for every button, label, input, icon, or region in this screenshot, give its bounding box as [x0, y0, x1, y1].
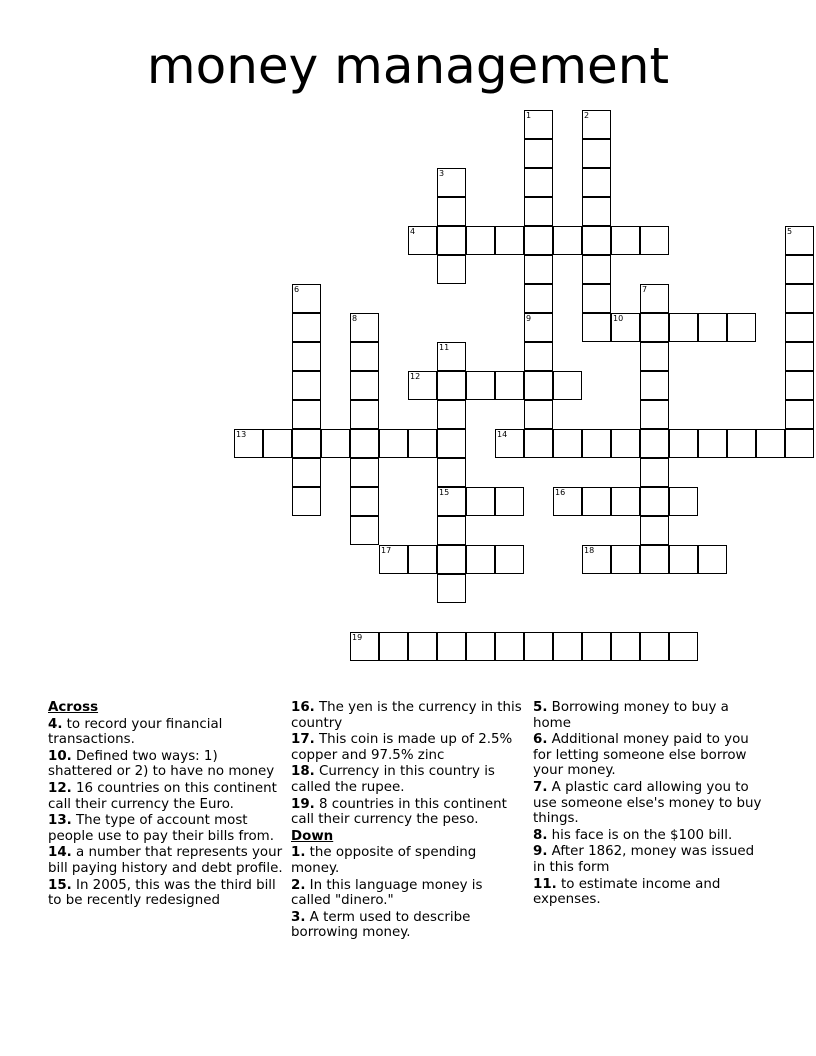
grid-cell[interactable]: [582, 168, 611, 197]
grid-cell[interactable]: [640, 226, 669, 255]
grid-cell[interactable]: [611, 313, 640, 342]
clue-number: 19.: [291, 796, 315, 812]
across-clue: [291, 700, 526, 731]
grid-cell[interactable]: [582, 284, 611, 313]
grid-cell[interactable]: [437, 342, 466, 371]
clue-number: 5.: [533, 700, 548, 715]
clue-number: 4.: [48, 716, 63, 732]
grid-cell[interactable]: [437, 400, 466, 429]
clue-number: 15.: [48, 877, 72, 893]
grid-cell[interactable]: [582, 313, 611, 342]
grid-cell[interactable]: [785, 342, 814, 371]
across-clue: [48, 878, 283, 909]
clue-text: to estimate income and expenses.: [533, 876, 721, 908]
grid-cell[interactable]: [495, 371, 524, 400]
grid-cell[interactable]: [350, 458, 379, 487]
clue-text: a number that represents your bill paying history and debt profile.: [48, 845, 283, 876]
grid-cell[interactable]: [698, 429, 727, 458]
grid-cell[interactable]: [727, 313, 756, 342]
grid-cell[interactable]: [756, 429, 785, 458]
across-clue: [291, 732, 526, 763]
down-header: Down: [291, 828, 334, 844]
across-clue: [291, 797, 526, 828]
clue-number: 19: [352, 633, 363, 642]
grid-cell[interactable]: [524, 168, 553, 197]
grid-cell[interactable]: [437, 545, 466, 574]
clue-number: 3: [439, 169, 445, 178]
across-header: Across: [48, 700, 99, 715]
down-clue: [291, 878, 526, 909]
page-title: money management: [146, 37, 670, 95]
grid-cell[interactable]: [350, 342, 379, 371]
clue-number: 5: [787, 227, 793, 236]
clue-number: 6.: [533, 732, 548, 748]
clue-number: 17.: [291, 732, 315, 748]
grid-cell[interactable]: [582, 110, 611, 139]
clue-number: 11.: [533, 876, 557, 892]
grid-cell[interactable]: [611, 487, 640, 516]
grid-cell[interactable]: [437, 371, 466, 400]
clue-number: 18.: [291, 764, 315, 780]
grid-cell[interactable]: [524, 342, 553, 371]
grid-cell[interactable]: [437, 458, 466, 487]
clue-number: 1: [526, 111, 532, 120]
grid-cell[interactable]: [611, 429, 640, 458]
grid-cell[interactable]: [350, 371, 379, 400]
clue-text: Defined two ways: 1) shattered or 2) to have no money: [48, 748, 275, 780]
grid-cell[interactable]: [582, 255, 611, 284]
grid-cell[interactable]: [379, 545, 408, 574]
grid-cell[interactable]: [582, 226, 611, 255]
grid-cell[interactable]: [524, 110, 553, 139]
clue-number: 6: [294, 285, 300, 294]
clue-number: 13: [236, 430, 247, 439]
grid-cell[interactable]: [524, 139, 553, 168]
grid-cell[interactable]: [524, 226, 553, 255]
clue-column-2: [291, 700, 526, 942]
clue-number: 10: [613, 314, 624, 323]
grid-cell[interactable]: [611, 226, 640, 255]
grid-cell[interactable]: [553, 487, 582, 516]
clue-text: The type of account most people use to pay their bills from.: [48, 813, 274, 844]
grid-cell[interactable]: [495, 545, 524, 574]
grid-cell[interactable]: [292, 458, 321, 487]
clue-number: 17: [381, 546, 392, 555]
clue-text: the opposite of spending money.: [291, 845, 477, 876]
clue-number: 8.: [533, 827, 548, 843]
grid-cell[interactable]: [524, 371, 553, 400]
clue-number: 10.: [48, 748, 72, 764]
grid-cell[interactable]: [466, 371, 495, 400]
clue-text: This coin is made up of 2.5% copper and 97.5% zinc: [291, 732, 513, 763]
grid-cell[interactable]: [292, 371, 321, 400]
grid-cell[interactable]: [350, 516, 379, 545]
clue-number: 11: [439, 343, 450, 352]
grid-cell[interactable]: [785, 226, 814, 255]
grid-cell[interactable]: [437, 168, 466, 197]
grid-cell[interactable]: [582, 139, 611, 168]
grid-cell[interactable]: [466, 487, 495, 516]
grid-cell[interactable]: [640, 313, 669, 342]
grid-cell[interactable]: [640, 487, 669, 516]
across-clue: [291, 764, 526, 795]
grid-cell[interactable]: [292, 400, 321, 429]
grid-cell[interactable]: [640, 429, 669, 458]
grid-cell[interactable]: [437, 632, 466, 661]
grid-cell[interactable]: [785, 400, 814, 429]
down-clue: [533, 828, 763, 844]
grid-cell[interactable]: [408, 371, 437, 400]
clue-number: 14: [497, 430, 508, 439]
across-clue: [48, 813, 283, 844]
grid-cell[interactable]: [437, 197, 466, 226]
clue-text: In 2005, this was the third bill to be recently redesigned: [48, 877, 276, 909]
clue-text: Borrowing money to buy a home: [533, 700, 729, 731]
clue-text: Additional money paid to you for letting someone else borrow your money.: [533, 732, 749, 779]
grid-cell[interactable]: [408, 226, 437, 255]
grid-cell[interactable]: [437, 574, 466, 603]
grid-cell[interactable]: [408, 632, 437, 661]
clue-column-1: [48, 700, 283, 910]
grid-cell[interactable]: [785, 284, 814, 313]
grid-cell[interactable]: [350, 632, 379, 661]
grid-cell[interactable]: [466, 545, 495, 574]
clue-number: 12.: [48, 780, 72, 796]
grid-cell[interactable]: [640, 400, 669, 429]
grid-cell[interactable]: [292, 487, 321, 516]
grid-cell[interactable]: [640, 284, 669, 313]
across-clue: [48, 717, 283, 748]
grid-cell[interactable]: [379, 429, 408, 458]
grid-cell[interactable]: [785, 313, 814, 342]
grid-cell[interactable]: [379, 632, 408, 661]
grid-cell[interactable]: [669, 632, 698, 661]
across-clue: [48, 845, 283, 876]
grid-cell[interactable]: [495, 487, 524, 516]
clue-text: After 1862, money was issued in this form: [533, 844, 755, 875]
clue-text: 16 countries on this continent call their currency the Euro.: [48, 780, 277, 812]
grid-cell[interactable]: [292, 284, 321, 313]
grid-cell[interactable]: [437, 516, 466, 545]
grid-cell[interactable]: [524, 400, 553, 429]
grid-cell[interactable]: [292, 429, 321, 458]
grid-cell[interactable]: [582, 545, 611, 574]
grid-cell[interactable]: [553, 429, 582, 458]
clue-number: 18: [584, 546, 595, 555]
grid-cell[interactable]: [785, 371, 814, 400]
clue-number: 14.: [48, 845, 72, 861]
clue-number: 9.: [533, 844, 548, 860]
clue-number: 1.: [291, 845, 306, 861]
down-clue: [533, 877, 763, 908]
clue-number: 16.: [291, 700, 315, 715]
clue-number: 4: [410, 227, 416, 236]
grid-cell[interactable]: [350, 313, 379, 342]
grid-cell[interactable]: [350, 429, 379, 458]
grid-cell[interactable]: [350, 400, 379, 429]
grid-cell[interactable]: [640, 516, 669, 545]
grid-cell[interactable]: [698, 313, 727, 342]
clue-number: 2.: [291, 877, 306, 893]
clue-number: 7.: [533, 779, 548, 795]
grid-cell[interactable]: [640, 342, 669, 371]
grid-cell[interactable]: [524, 313, 553, 342]
down-clue: [291, 845, 526, 876]
grid-cell[interactable]: [524, 255, 553, 284]
grid-cell[interactable]: [495, 632, 524, 661]
down-clue: [533, 844, 763, 875]
clue-text: A plastic card allowing you to use someone else's money to buy things.: [533, 779, 762, 827]
clue-number: 9: [526, 314, 532, 323]
clue-text: 8 countries in this continent call their currency the peso.: [291, 796, 507, 828]
grid-cell[interactable]: [727, 429, 756, 458]
down-clue: [533, 780, 763, 827]
grid-cell[interactable]: [553, 632, 582, 661]
clue-text: In this language money is called "dinero.": [291, 877, 483, 909]
across-clue: [48, 749, 283, 780]
grid-cell[interactable]: [350, 487, 379, 516]
grid-cell[interactable]: [640, 458, 669, 487]
grid-cell[interactable]: [582, 429, 611, 458]
grid-cell[interactable]: [524, 429, 553, 458]
grid-cell[interactable]: [524, 284, 553, 313]
clue-column-3: [533, 700, 763, 909]
grid-cell[interactable]: [466, 226, 495, 255]
clue-number: 8: [352, 314, 358, 323]
grid-cell[interactable]: [669, 313, 698, 342]
grid-cell[interactable]: [553, 226, 582, 255]
grid-cell[interactable]: [640, 632, 669, 661]
grid-cell[interactable]: [640, 545, 669, 574]
clue-number: 15: [439, 488, 450, 497]
grid-cell[interactable]: [437, 255, 466, 284]
down-clue: [533, 732, 763, 779]
grid-cell[interactable]: [234, 429, 263, 458]
grid-cell[interactable]: [437, 487, 466, 516]
clue-number: 7: [642, 285, 648, 294]
grid-cell[interactable]: [582, 632, 611, 661]
grid-cell[interactable]: [611, 632, 640, 661]
grid-cell[interactable]: [408, 545, 437, 574]
clue-number: 13.: [48, 813, 72, 829]
clue-number: 3.: [291, 909, 306, 925]
grid-cell[interactable]: [640, 371, 669, 400]
grid-cell[interactable]: [524, 632, 553, 661]
down-clue: [533, 700, 763, 731]
grid-cell[interactable]: [611, 545, 640, 574]
grid-cell[interactable]: [582, 487, 611, 516]
grid-cell[interactable]: [263, 429, 292, 458]
grid-cell[interactable]: [785, 255, 814, 284]
grid-cell[interactable]: [292, 313, 321, 342]
grid-cell[interactable]: [495, 429, 524, 458]
clue-text: to record your financial transactions.: [48, 716, 223, 748]
across-clue: [48, 781, 283, 812]
clue-number: 16: [555, 488, 566, 497]
grid-cell[interactable]: [524, 197, 553, 226]
grid-cell[interactable]: [582, 197, 611, 226]
grid-cell[interactable]: [669, 429, 698, 458]
grid-cell[interactable]: [669, 487, 698, 516]
grid-cell[interactable]: [698, 545, 727, 574]
grid-cell[interactable]: [292, 342, 321, 371]
clue-text: The yen is the currency in this country: [291, 700, 522, 731]
grid-cell[interactable]: [669, 545, 698, 574]
grid-cell[interactable]: [785, 429, 814, 458]
grid-cell[interactable]: [437, 429, 466, 458]
grid-cell[interactable]: [553, 371, 582, 400]
grid-cell[interactable]: [466, 632, 495, 661]
clue-text: Currency in this country is called the rupee.: [291, 764, 495, 795]
down-clue: [291, 910, 526, 941]
clue-number: 2: [584, 111, 590, 120]
grid-cell[interactable]: [495, 226, 524, 255]
clue-text: A term used to describe borrowing money.: [291, 909, 471, 941]
grid-cell[interactable]: [408, 429, 437, 458]
grid-cell[interactable]: [437, 226, 466, 255]
clue-text: his face is on the $100 bill.: [547, 827, 733, 843]
clue-number: 12: [410, 372, 421, 381]
grid-cell[interactable]: [321, 429, 350, 458]
